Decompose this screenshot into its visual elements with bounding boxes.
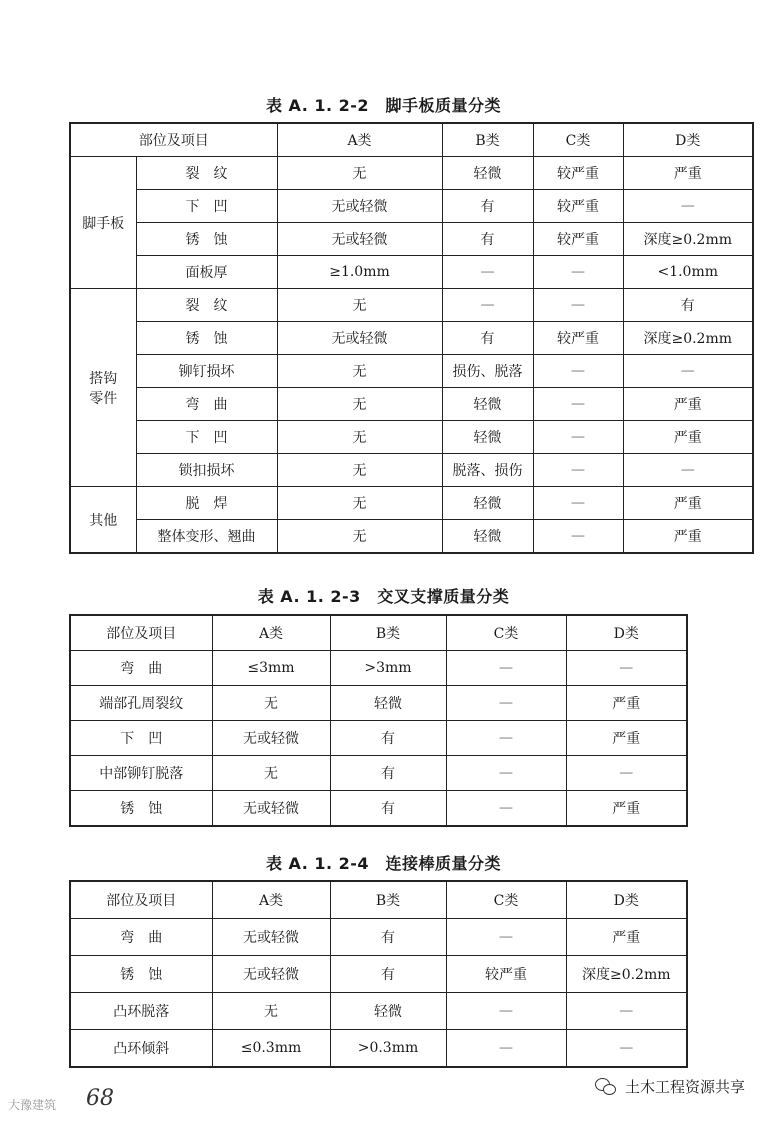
table-row [70, 919, 687, 956]
table1-title: 表 A. 1. 2-2 脚手板质量分类 [265, 96, 502, 115]
a-cell: 无 [212, 686, 330, 721]
item-cell: 下 凹 [136, 421, 277, 454]
group-label [70, 289, 136, 487]
scaffold-board-quality-table [69, 122, 754, 554]
a-cell: 无或轻微 [212, 721, 330, 756]
header-cell: D类 [623, 123, 753, 157]
b-cell: 轻微 [442, 157, 533, 190]
a-cell: 无 [277, 487, 442, 520]
a-cell: 无或轻微 [277, 223, 442, 256]
c-cell: 较严重 [446, 956, 566, 993]
c-cell: — [446, 993, 566, 1030]
b-cell: 轻微 [442, 388, 533, 421]
header-cell: A类 [277, 123, 442, 157]
b-cell: >3mm [330, 651, 446, 686]
connecting-rod-quality-table [69, 880, 688, 1068]
table-row [70, 289, 753, 322]
group-label: 脚手板 [70, 157, 136, 289]
d-cell: 严重 [623, 520, 753, 554]
table-row [70, 993, 687, 1030]
b-cell: 脱落、损伤 [442, 454, 533, 487]
d-cell: 深度≥0.2mm [623, 322, 753, 355]
c-cell: — [446, 791, 566, 827]
item-cell: 锈 蚀 [70, 791, 212, 827]
d-cell: 严重 [566, 721, 687, 756]
item-cell: 锈 蚀 [70, 956, 212, 993]
d-cell: 严重 [623, 421, 753, 454]
a-cell: 无或轻微 [212, 919, 330, 956]
page-number: 68 [86, 1086, 114, 1111]
d-cell: — [566, 756, 687, 791]
item-cell: 脱 焊 [136, 487, 277, 520]
b-cell: 轻微 [442, 520, 533, 554]
d-cell: — [566, 651, 687, 686]
item-cell: 裂 纹 [136, 289, 277, 322]
table-row [70, 956, 687, 993]
b-cell: 有 [442, 322, 533, 355]
d-cell: 深度≥0.2mm [566, 956, 687, 993]
item-cell: 端部孔周裂纹 [70, 686, 212, 721]
d-cell: 严重 [623, 487, 753, 520]
c-cell: — [446, 1030, 566, 1068]
item-cell: 铆钉损坏 [136, 355, 277, 388]
group-label: 其他 [70, 487, 136, 554]
b-cell: 有 [330, 756, 446, 791]
d-cell: 有 [623, 289, 753, 322]
c-cell: — [533, 487, 623, 520]
c-cell: 较严重 [533, 223, 623, 256]
c-cell: — [533, 421, 623, 454]
item-cell: 整体变形、翘曲 [136, 520, 277, 554]
c-cell: 较严重 [533, 190, 623, 223]
d-cell: 严重 [566, 919, 687, 956]
table-header-row [70, 123, 753, 157]
table-row [70, 651, 687, 686]
table-row [70, 721, 687, 756]
item-cell: 凸环脱落 [70, 993, 212, 1030]
group-label-line: 零件 [89, 390, 118, 407]
watermark-left: 大豫建筑 [8, 1098, 57, 1112]
b-cell: >0.3mm [330, 1030, 446, 1068]
table-row [70, 686, 687, 721]
table-row [70, 223, 753, 256]
b-cell: 有 [330, 956, 446, 993]
c-cell: — [446, 919, 566, 956]
a-cell: 无或轻微 [277, 322, 442, 355]
item-cell: 凸环倾斜 [70, 1030, 212, 1068]
a-cell: 无 [277, 157, 442, 190]
item-cell: 下 凹 [136, 190, 277, 223]
table-row [70, 190, 753, 223]
d-cell: — [566, 993, 687, 1030]
a-cell: 无 [277, 388, 442, 421]
table3-title: 表 A. 1. 2-4 连接棒质量分类 [265, 854, 502, 873]
a-cell: 无 [277, 289, 442, 322]
item-cell: 弯 曲 [70, 651, 212, 686]
table-row [70, 355, 753, 388]
table-row [70, 487, 753, 520]
d-cell: — [623, 190, 753, 223]
b-cell: 有 [330, 721, 446, 756]
item-cell: 锈 蚀 [136, 223, 277, 256]
b-cell: 损伤、脱落 [442, 355, 533, 388]
item-cell: 下 凹 [70, 721, 212, 756]
a-cell: 无或轻微 [277, 190, 442, 223]
b-cell: 轻微 [442, 487, 533, 520]
c-cell: 较严重 [533, 157, 623, 190]
b-cell: 有 [442, 223, 533, 256]
header-cell: 部位及项目 [70, 615, 212, 651]
d-cell: — [566, 1030, 687, 1068]
table-row [70, 421, 753, 454]
table-row [70, 520, 753, 554]
b-cell: 轻微 [330, 993, 446, 1030]
wechat-icon [595, 1078, 617, 1096]
a-cell: ≤0.3mm [212, 1030, 330, 1068]
c-cell: — [446, 756, 566, 791]
d-cell: — [623, 355, 753, 388]
table-row [70, 756, 687, 791]
header-cell: 部位及项目 [70, 881, 212, 919]
c-cell: — [446, 651, 566, 686]
table-row [70, 454, 753, 487]
header-cell: D类 [566, 615, 687, 651]
b-cell: 轻微 [442, 421, 533, 454]
table-row [70, 322, 753, 355]
b-cell: — [442, 289, 533, 322]
c-cell: — [533, 289, 623, 322]
c-cell: — [446, 721, 566, 756]
cross-brace-quality-table [69, 614, 688, 827]
header-cell: B类 [330, 881, 446, 919]
header-cell: C类 [446, 615, 566, 651]
b-cell: 有 [330, 919, 446, 956]
item-cell: 锁扣损坏 [136, 454, 277, 487]
table-row [70, 256, 753, 289]
d-cell: 严重 [623, 388, 753, 421]
table-row [70, 1030, 687, 1068]
c-cell: — [533, 355, 623, 388]
b-cell: — [442, 256, 533, 289]
a-cell: 无或轻微 [212, 956, 330, 993]
c-cell: — [533, 256, 623, 289]
a-cell: 无 [277, 454, 442, 487]
item-cell: 锈 蚀 [136, 322, 277, 355]
d-cell: 严重 [566, 686, 687, 721]
header-cell: A类 [212, 881, 330, 919]
b-cell: 有 [330, 791, 446, 827]
d-cell: — [623, 454, 753, 487]
item-cell: 弯 曲 [70, 919, 212, 956]
c-cell: — [446, 686, 566, 721]
c-cell: 较严重 [533, 322, 623, 355]
d-cell: 严重 [566, 791, 687, 827]
b-cell: 轻微 [330, 686, 446, 721]
table-header-row [70, 615, 687, 651]
c-cell: — [533, 388, 623, 421]
table-row [70, 157, 753, 190]
a-cell: 无 [212, 993, 330, 1030]
d-cell: <1.0mm [623, 256, 753, 289]
header-cell: B类 [442, 123, 533, 157]
a-cell: ≤3mm [212, 651, 330, 686]
item-cell: 弯 曲 [136, 388, 277, 421]
table-header-row [70, 881, 687, 919]
header-cell: A类 [212, 615, 330, 651]
a-cell: 无 [277, 421, 442, 454]
header-cell: C类 [533, 123, 623, 157]
a-cell: 无或轻微 [212, 791, 330, 827]
a-cell: 无 [212, 756, 330, 791]
table-row [70, 791, 687, 827]
table-row [70, 388, 753, 421]
a-cell: ≥1.0mm [277, 256, 442, 289]
item-cell: 中部铆钉脱落 [70, 756, 212, 791]
d-cell: 严重 [623, 157, 753, 190]
c-cell: — [533, 454, 623, 487]
header-cell: C类 [446, 881, 566, 919]
header-cell: B类 [330, 615, 446, 651]
item-cell: 裂 纹 [136, 157, 277, 190]
b-cell: 有 [442, 190, 533, 223]
header-cell: D类 [566, 881, 687, 919]
header-cell: 部位及项目 [70, 123, 277, 157]
a-cell: 无 [277, 355, 442, 388]
group-label-line: 搭钩 [89, 370, 118, 387]
a-cell: 无 [277, 520, 442, 554]
d-cell: 深度≥0.2mm [623, 223, 753, 256]
table2-title: 表 A. 1. 2-3 交叉支撑质量分类 [257, 587, 510, 606]
item-cell: 面板厚 [136, 256, 277, 289]
c-cell: — [533, 520, 623, 554]
watermark-right [595, 1076, 745, 1097]
watermark-right-text: 土木工程资源共享 [624, 1078, 745, 1096]
